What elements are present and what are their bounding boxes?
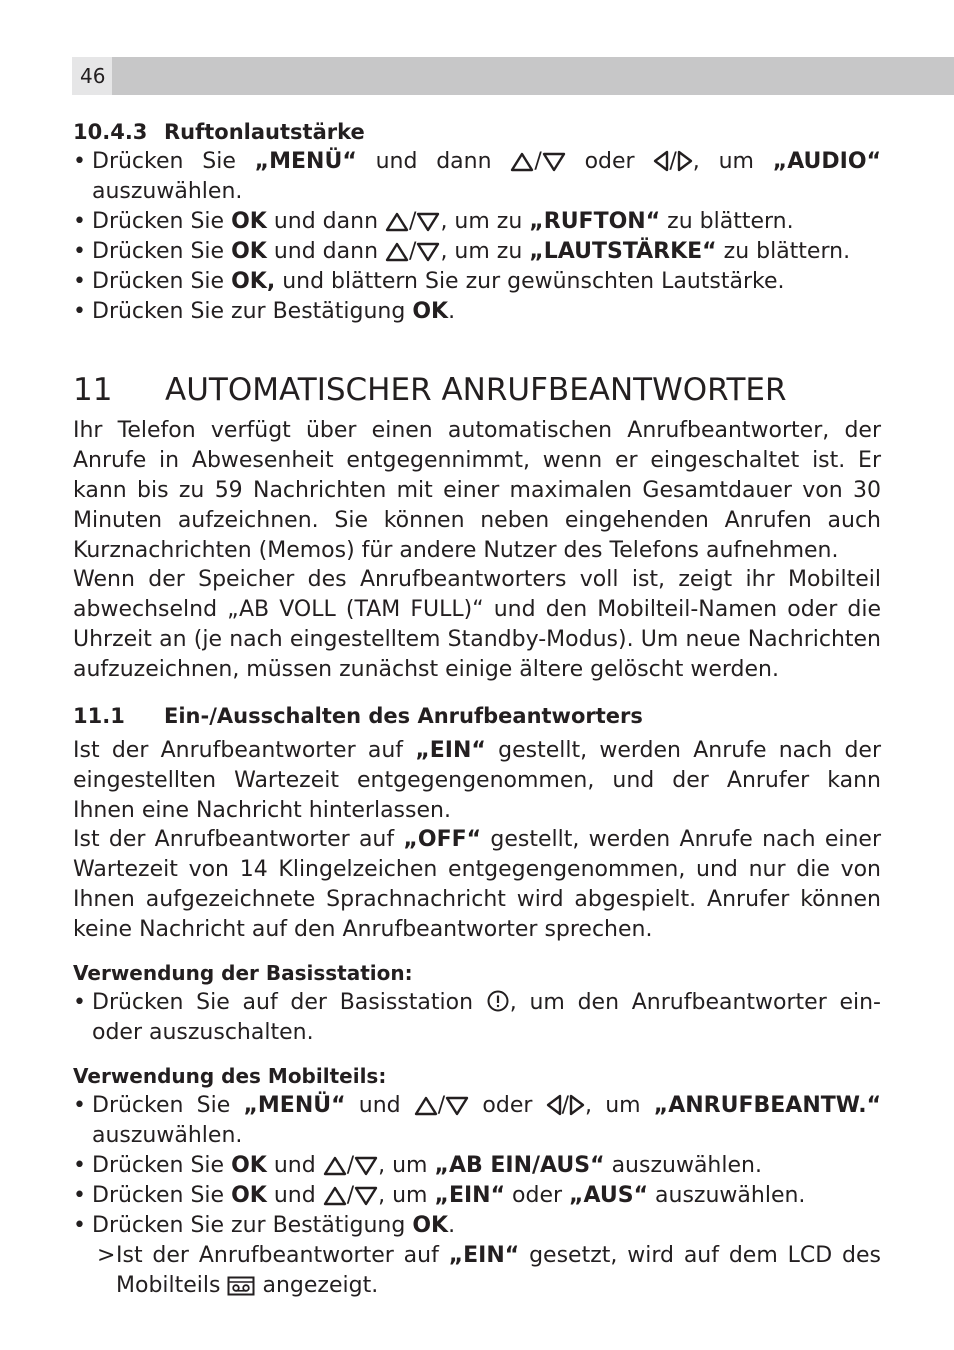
left-triangle-icon	[546, 1094, 562, 1116]
ruftonlautstaerke-steps	[73, 147, 881, 327]
section-number: 11.1	[73, 704, 125, 728]
key-label: „OFF“	[403, 827, 482, 852]
key-label: OK	[231, 1153, 267, 1178]
key-label: OK	[231, 209, 267, 234]
key-label: „MENÜ“	[254, 149, 357, 174]
bullet: •	[73, 299, 86, 324]
key-label: „AUS“	[569, 1183, 649, 1208]
up-triangle-icon	[323, 1156, 347, 1176]
up-triangle-icon	[385, 242, 409, 262]
key-label: „EIN“	[448, 1243, 520, 1268]
header-bar	[72, 57, 954, 95]
bullet: •	[73, 1153, 86, 1178]
answering-machine-button-icon	[486, 989, 510, 1013]
paragraph-memory-full: Wenn der Speicher des Anrufbeantworters voll ist, zeigt ihr Mobilteil abwechselnd „AB VOLL (TAM FULL)“ und den Mobilteil-Namen oder die Uhrzeit an (je nach eingestelltem Standby-Modus). Um neue Nachrichten aufzuzeichnen, müssen zunächst einige ältere gelöscht werden.	[73, 567, 881, 682]
chapter-number: 11	[73, 372, 113, 408]
right-triangle-icon	[569, 1094, 585, 1116]
key-label: „AUDIO“	[772, 149, 882, 174]
up-triangle-icon	[510, 152, 534, 172]
page-number: 46	[72, 57, 112, 95]
result-arrow: >	[97, 1243, 116, 1268]
key-label: „MENÜ“	[243, 1093, 346, 1118]
right-triangle-icon	[677, 150, 693, 172]
bullet: •	[73, 990, 86, 1015]
up-triangle-icon	[323, 1186, 347, 1206]
down-triangle-icon	[445, 1096, 469, 1116]
down-triangle-icon	[354, 1186, 378, 1206]
list-item: • Drücken Sie OK und / , um „AB EIN/AUS“ auszuwählen.	[73, 1151, 881, 1181]
key-label: OK	[231, 1183, 267, 1208]
key-label: „RUFTON“	[529, 209, 661, 234]
bullet: •	[73, 269, 86, 294]
mobilteil-steps	[73, 1091, 881, 1301]
bullet: •	[73, 209, 86, 234]
list-item: • Drücken Sie „MENÜ“ und / oder / , um „ANRUFBEANTW.“ auszuwählen.	[73, 1093, 882, 1148]
key-label: OK	[412, 299, 449, 324]
list-item: • Drücken Sie OK und dann / , um zu „LAUTSTÄRKE“ zu blättern.	[73, 237, 881, 267]
subheading-mobilteil: Verwendung des Mobilteils:	[73, 1064, 387, 1088]
paragraph-ein: Ist der Anrufbeantworter auf „EIN“ gestellt, werden Anrufe nach der eingestellten Wartezeit entgegengenommen, und der Anrufer kann Ihnen eine Nachricht hinterlassen.	[73, 738, 882, 823]
section-heading-ruftonlautstaerke	[73, 117, 881, 147]
list-item: • Drücken Sie zur Bestätigung OK.	[73, 297, 881, 327]
up-triangle-icon	[385, 212, 409, 232]
bullet: •	[73, 1213, 86, 1238]
chapter-title: AUTOMATISCHER ANRUFBEANTWORTER	[165, 372, 787, 408]
key-label: „LAUTSTÄRKE“	[529, 239, 717, 264]
bullet: •	[73, 149, 86, 174]
down-triangle-icon	[542, 152, 566, 172]
list-item: • Drücken Sie OK und / , um „EIN“ oder „AUS“ auszuwählen.	[73, 1181, 881, 1211]
bullet: •	[73, 1183, 86, 1208]
key-label: „ANRUFBEANTW.“	[653, 1093, 882, 1118]
list-item: • Drücken Sie OK, und blättern Sie zur gewünschten Lautstärke.	[73, 267, 881, 297]
key-label: OK	[412, 1213, 449, 1238]
down-triangle-icon	[416, 212, 440, 232]
sub-list-item: > Ist der Anrufbeantworter auf „EIN“ gesetzt, wird auf dem LCD des Mobilteils angezeigt.	[97, 1243, 881, 1298]
section-heading-ein-aus	[73, 701, 881, 731]
up-triangle-icon	[414, 1096, 438, 1116]
subheading-basisstation: Verwendung der Basisstation:	[73, 961, 413, 985]
section-number: 10.4.3	[73, 120, 148, 144]
tape-icon	[227, 1276, 255, 1296]
basisstation-steps	[73, 988, 881, 1048]
left-triangle-icon	[653, 150, 669, 172]
key-label: OK	[231, 239, 267, 264]
key-label: „EIN“	[434, 1183, 506, 1208]
list-item: • Drücken Sie auf der Basisstation , um den Anrufbeantworter ein- oder auszuschalten.	[73, 990, 881, 1045]
list-item: • Drücken Sie OK und dann / , um zu „RUFTON“ zu blättern.	[73, 207, 881, 237]
paragraph-off: Ist der Anrufbeantworter auf „OFF“ gestellt, werden Anrufe nach einer Wartezeit von 14 Klingelzeichen entgegengenommen, und nur die von Ihnen aufgezeichnete Sprachnachricht wird abgespielt. Anrufer können keine Nachricht auf den Anrufbeantworter sprechen.	[73, 827, 881, 942]
list-item: • Drücken Sie zur Bestätigung OK.	[73, 1211, 881, 1241]
down-triangle-icon	[416, 242, 440, 262]
chapter-heading	[73, 370, 881, 410]
bullet: •	[73, 1093, 86, 1118]
section-title: Ein-/Ausschalten des Anrufbeantworters	[164, 704, 643, 728]
down-triangle-icon	[354, 1156, 378, 1176]
key-label: „EIN“	[415, 738, 486, 763]
paragraph-intro: Ihr Telefon verfügt über einen automatischen Anrufbeantworter, der Anrufe in Abwesenheit entgegennimmt, wenn er eingeschaltet ist. Er kann bis zu 59 Nachrichten mit einer maximalen Gesamtdauer von 30 Minuten aufzeichnen. Sie können neben eingehenden Anrufen auch Kurznachrichten (Memos) für andere Nutzer des Telefons aufnehmen.	[73, 418, 881, 563]
section-title: Ruftonlautstärke	[164, 120, 365, 144]
key-label: OK,	[231, 269, 276, 294]
list-item: • Drücken Sie „MENÜ“ und dann / oder / , um „AUDIO“ auszuwählen.	[73, 149, 882, 204]
bullet: •	[73, 239, 86, 264]
key-label: „AB EIN/AUS“	[434, 1153, 605, 1178]
